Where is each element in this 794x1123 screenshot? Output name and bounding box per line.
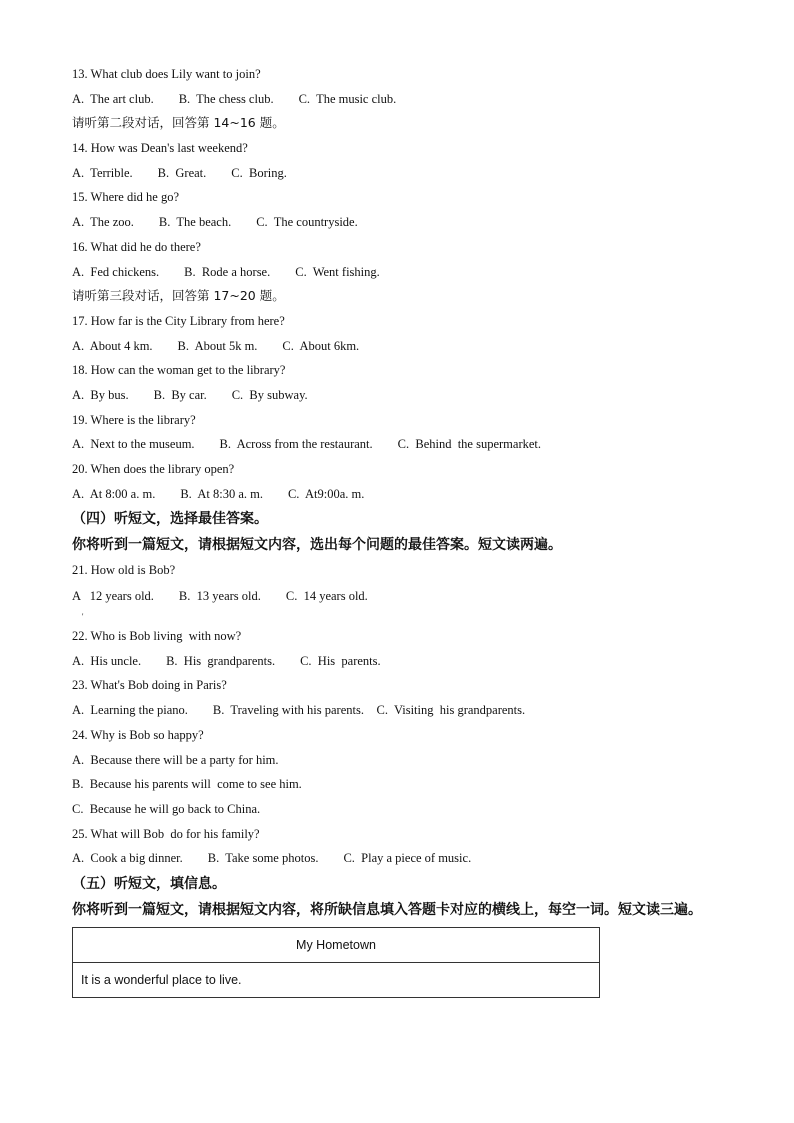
question-17: 17. How far is the City Library from here? [72,313,285,328]
question-18: 18. How can the woman get to the library? [72,363,286,378]
option-24-a: A. Because there will be a party for him. [72,752,279,767]
section-4-title: （四）听短文，选择最佳答案。 [72,511,268,528]
question-19: 19. Where is the library? [72,412,196,427]
question-23: 23. What's Bob doing in Paris? [72,678,227,693]
option-24-c: C. Because he will go back to China. [72,801,261,816]
options-22: A. His uncle. B. His grandparents. C. His parents. [72,653,381,668]
question-16: 16. What did he do there? [72,239,201,254]
stray-mark: ' [82,612,84,622]
options-17: A. About 4 km. B. About 5k m. C. About 6km. [72,338,360,353]
options-13: A. The art club. B. The chess club. C. The music club. [72,91,397,106]
options-16: A. Fed chickens. B. Rode a horse. C. Went fishing. [72,264,380,279]
options-14: A. Terrible. B. Great. C. Boring. [72,165,287,180]
section-4-instruction: 你将听到一篇短文，请根据短文内容，选出每个问题的最佳答案。短文读两遍。 [72,537,562,554]
options-20: A. At 8:00 a. m. B. At 8:30 a. m. C. At9:00a. m. [72,486,365,501]
question-20: 20. When does the library open? [72,462,235,476]
options-21: A 12 years old. B. 13 years old. C. 14 years old. [72,589,368,604]
hometown-table [72,927,600,998]
option-24-b: B. Because his parents will come to see him. [72,777,302,792]
table-row-1: It is a wonderful place to live. [73,962,600,997]
options-23: A. Learning the piano. B. Traveling with his parents. C. Visiting his grandparents. [72,703,526,718]
options-18: A. By bus. B. By car. C. By subway. [72,387,308,402]
section-5-title: （五）听短文，填信息。 [72,875,226,892]
question-25: 25. What will Bob do for his family? [72,826,260,841]
options-19: A. Next to the museum. B. Across from the restaurant. C. Behind the supermarket. [72,437,542,452]
section-3-instruction: 请听第三段对话，回答第 17~20 题。 [72,288,285,304]
question-24: 24. Why is Bob so happy? [72,727,204,742]
question-15: 15. Where did he go? [72,190,180,205]
options-25: A. Cook a big dinner. B. Take some photos. C. Play a piece of music. [72,851,472,866]
question-14: 14. How was Dean's last weekend? [72,141,248,156]
section-2-instruction: 请听第二段对话，回答第 14~16 题。 [72,115,285,131]
table-title-cell: My Hometown [73,927,600,962]
options-15: A. The zoo. B. The beach. C. The countryside. [72,215,358,230]
question-21: 21. How old is Bob? [72,563,176,578]
question-13: 13. What club does Lily want to join? [72,67,261,81]
section-5-instruction: 你将听到一篇短文，请根据短文内容，将所缺信息填入答题卡对应的横线上，每空一词。短文读三遍。 [72,901,702,918]
exam-page [72,62,732,998]
question-22: 22. Who is Bob living with now? [72,629,242,644]
